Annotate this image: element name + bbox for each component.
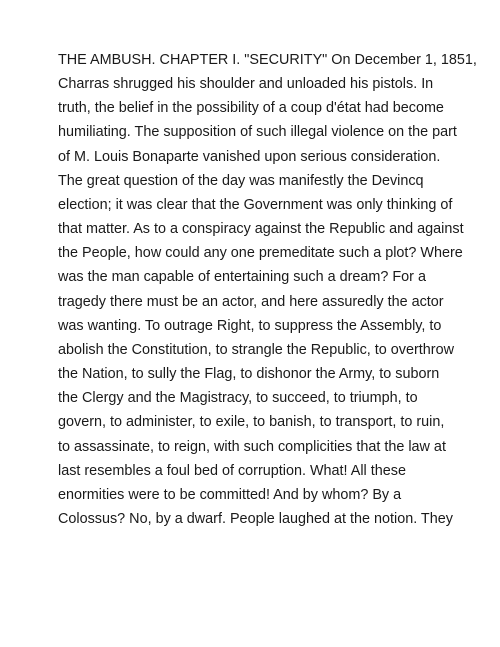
text-line: THE AMBUSH. CHAPTER I. "SECURITY" On December 1, 1851, xyxy=(58,52,477,68)
text-line: Charras shrugged his shoulder and unloaded his pistols. In xyxy=(58,76,434,93)
text-line: govern, to administer, to exile, to banish, to transport, to ruin, xyxy=(58,414,445,431)
text-line: truth, the belief in the possibility of a coup d'état had become xyxy=(58,100,444,117)
text-line: to assassinate, to reign, with such complicities that the law at xyxy=(58,438,446,455)
text-line: the People, how could any one premeditate such a plot? Where xyxy=(58,245,463,262)
text-line: was wanting. To outrage Right, to suppress the Assembly, to xyxy=(58,317,442,334)
text-line: of M. Louis Bonaparte vanished upon serious consideration. xyxy=(58,148,441,165)
text-line: humiliating. The supposition of such illegal violence on the part xyxy=(58,124,457,141)
text-line: the Nation, to sully the Flag, to dishonor the Army, to suborn xyxy=(58,366,440,383)
text-line: last resembles a foul bed of corruption. What! All these xyxy=(58,462,406,479)
text-line: The great question of the day was manifestly the Devincq xyxy=(58,172,424,189)
text-line: abolish the Constitution, to strangle the Republic, to overthrow xyxy=(58,341,454,358)
text-line: the Clergy and the Magistracy, to succeed, to triumph, to xyxy=(58,390,418,407)
text-line: was the man capable of entertaining such a dream? For a xyxy=(58,269,426,286)
text-line: election; it was clear that the Government was only thinking of xyxy=(58,196,453,213)
text-line: tragedy there must be an actor, and here assuredly the actor xyxy=(58,293,444,310)
text-line: that matter. As to a conspiracy against the Republic and against xyxy=(58,221,464,238)
text-line: Colossus? No, by a dwarf. People laughed at the notion. They xyxy=(58,510,453,527)
body-paragraph xyxy=(58,48,477,531)
text-line: enormities were to be committed! And by whom? By a xyxy=(58,486,402,503)
